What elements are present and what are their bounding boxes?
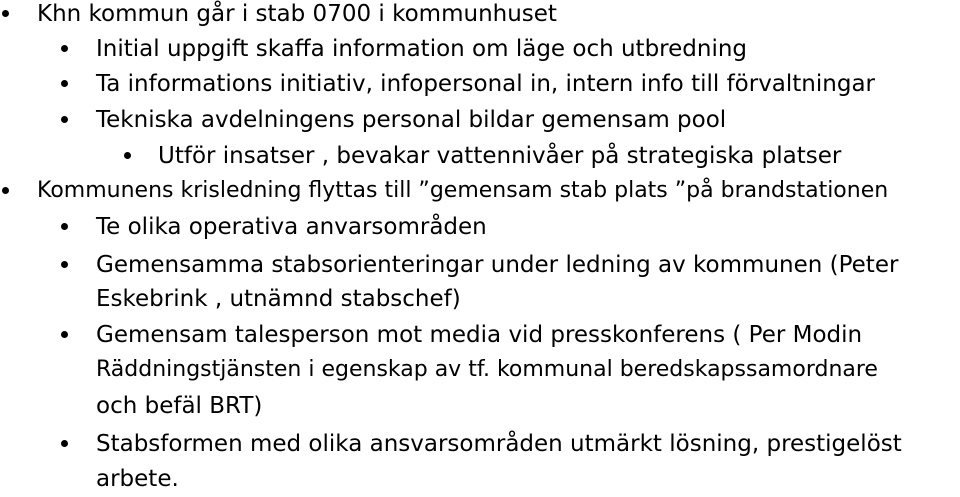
bullet-text: Tekniska avdelningens personal bildar gemensam pool: [96, 107, 727, 133]
bullet-dot: [61, 45, 68, 52]
bullet-text: Te olika operativa anvarsområden: [96, 214, 487, 240]
bullet-text-continuation: arbete.: [96, 466, 179, 492]
bullet-dot: [61, 116, 68, 123]
bullet-text: Utför insatser , bevakar vattennivåer på strategiska platser: [158, 143, 842, 169]
bullet-dot: [124, 152, 131, 159]
bullet-text: Stabsformen med olika ansvarsområden utmärkt lösning, prestigelöst: [96, 431, 902, 457]
bullet-dot: [61, 261, 68, 268]
bullet-text-continuation: och befäl BRT): [96, 393, 263, 419]
bullet-text: Gemensam talesperson mot media vid presskonferens ( Per Modin: [96, 322, 863, 348]
bullet-dot: [2, 187, 9, 194]
bullet-text-continuation: Räddningstjänsten i egenskap av tf. kommunal beredskapssamordnare: [96, 357, 878, 382]
bullet-dot: [61, 331, 68, 338]
bullet-dot: [61, 223, 68, 230]
bullet-text: Kommunens krisledning flyttas till ”gemensam stab plats ”på brandstationen: [37, 178, 889, 203]
bullet-dot: [2, 10, 9, 17]
bullet-text: Gemensamma stabsorienteringar under ledning av kommunen (Peter: [96, 252, 899, 278]
bullet-dot: [61, 440, 68, 447]
bullet-text-continuation: Eskebrink , utnämnd stabschef): [96, 286, 461, 312]
bullet-text: Initial uppgift skaffa information om läge och utbredning: [96, 36, 748, 62]
bullet-text: Khn kommun går i stab 0700 i kommunhuset: [37, 1, 557, 27]
bullet-text: Ta informations initiativ, infopersonal in, intern info till förvaltningar: [96, 71, 876, 97]
bullet-dot: [61, 80, 68, 87]
